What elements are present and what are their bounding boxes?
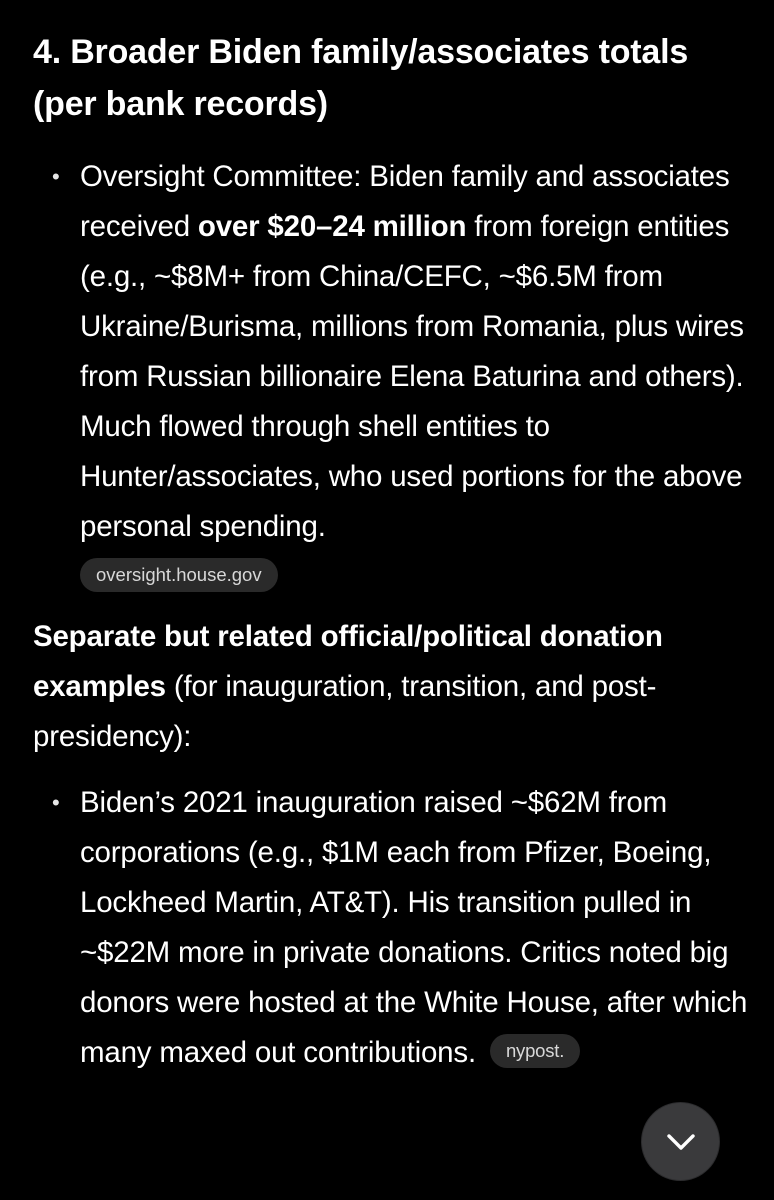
scroll-down-button[interactable] [642, 1103, 719, 1180]
bullet-list [33, 778, 753, 1078]
chevron-down-icon [666, 1133, 696, 1151]
list-item [33, 778, 753, 1078]
bullet-dot: • [52, 164, 60, 189]
bullet-text-bold: over $20–24 million [197, 210, 467, 243]
subsection-title-rest: (for inauguration, transition, and post-presidency): [33, 670, 657, 753]
subsection-title-bold: Separate but related official/political donation examples [33, 620, 663, 703]
source-chip-oversight[interactable]: oversight.house.gov [80, 558, 278, 592]
list-item [33, 152, 753, 552]
source-row [80, 558, 753, 594]
source-chip-nypost[interactable]: nypost. [490, 1034, 580, 1068]
response-content [33, 26, 753, 1078]
bullet-text: Biden’s 2021 inauguration raised ~$62M from corporations (e.g., $1M each from Pfizer, Boeing, Lockheed Martin, AT&T). His transition pulled in ~$22M more in private donations. Critics noted big donors were hosted at the White House, after which many maxed out contributions. [80, 786, 748, 1069]
bullet-text-start: Oversight Committee: Biden family and associates received [80, 160, 730, 243]
bullet-text-end: from foreign entities (e.g., ~$8M+ from China/CEFC, ~$6.5M from Ukraine/Burisma, millions from Romania, plus wires from Russian billionaire Elena Baturina and others). Much flowed through shell entities to Hunter/associates, who used portions for the above personal spending. [80, 210, 744, 543]
bullet-list [33, 152, 753, 552]
section-heading: 4. Broader Biden family/associates totals (per bank records) [33, 33, 689, 123]
bullet-dot: • [52, 790, 60, 815]
subsection-title [33, 612, 753, 762]
